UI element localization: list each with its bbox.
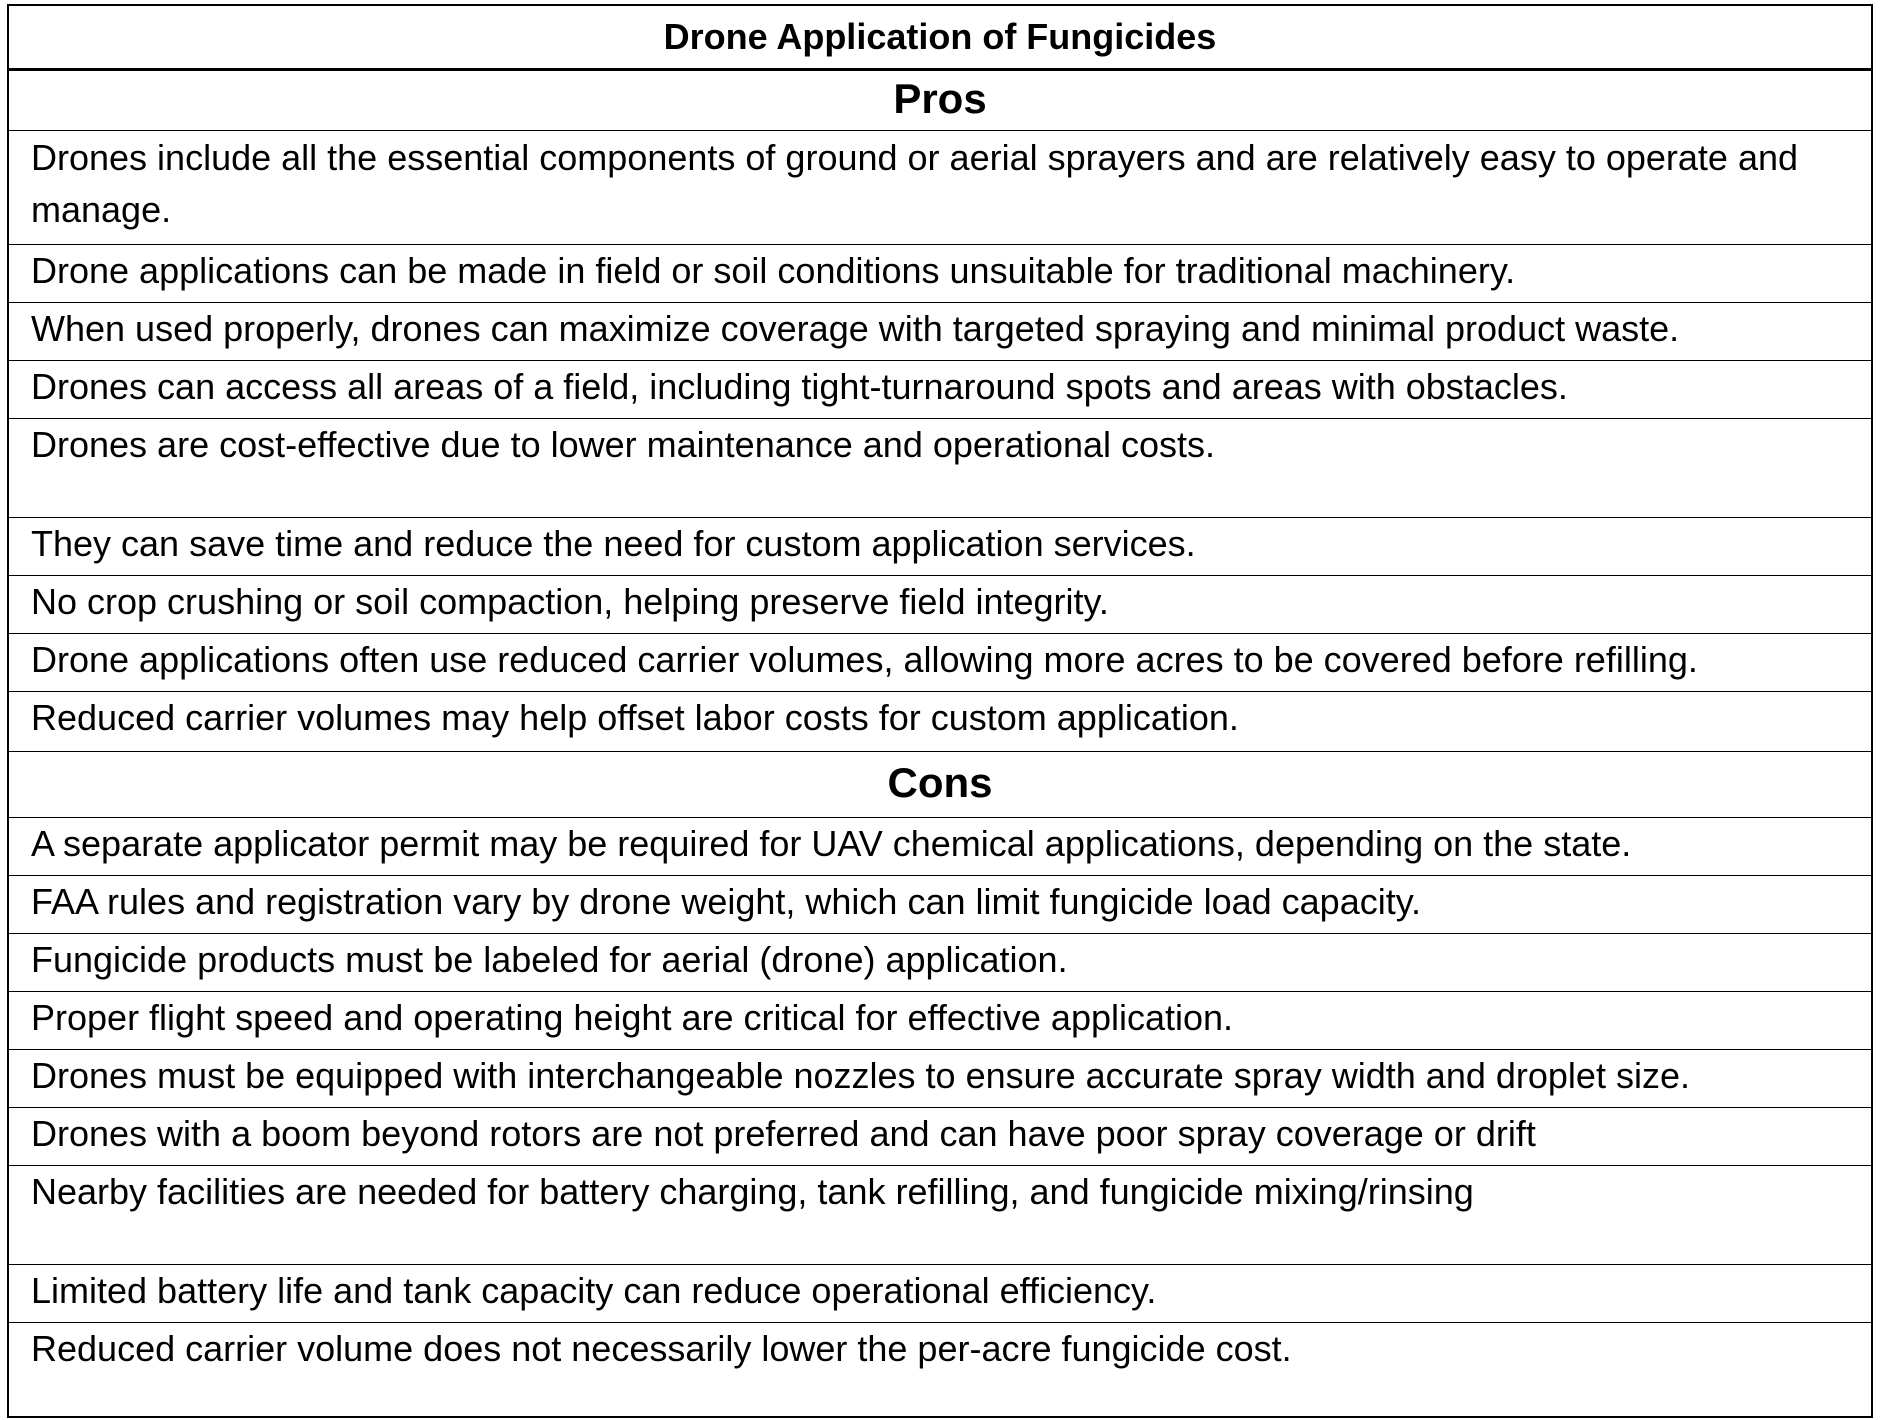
pros-heading: Pros (9, 71, 1871, 131)
cons-row: Limited battery life and tank capacity can reduce operational efficiency. (9, 1265, 1871, 1323)
cons-row: FAA rules and registration vary by drone weight, which can limit fungicide load capacity. (9, 876, 1871, 934)
pros-row: No crop crushing or soil compaction, helping preserve field integrity. (9, 576, 1871, 634)
pros-row: Drone applications often use reduced carrier volumes, allowing more acres to be covered before refilling. (9, 634, 1871, 692)
pros-row: Reduced carrier volumes may help offset labor costs for custom application. (9, 692, 1871, 752)
pros-row: Drones include all the essential components of ground or aerial sprayers and are relatively easy to operate and manage. (9, 131, 1871, 245)
pros-row: Drone applications can be made in field or soil conditions unsuitable for traditional machinery. (9, 245, 1871, 303)
pros-row: When used properly, drones can maximize coverage with targeted spraying and minimal product waste. (9, 303, 1871, 361)
table-title: Drone Application of Fungicides (9, 6, 1871, 71)
cons-row: Proper flight speed and operating height are critical for effective application. (9, 992, 1871, 1050)
pros-row: Drones are cost-effective due to lower maintenance and operational costs. (9, 419, 1871, 518)
cons-row: Reduced carrier volume does not necessarily lower the per-acre fungicide cost. (31, 1328, 1292, 1369)
cons-row: A separate applicator permit may be required for UAV chemical applications, depending on the state. (9, 818, 1871, 876)
pros-row: They can save time and reduce the need for custom application services. (9, 518, 1871, 576)
pros-cons-table (7, 4, 1873, 1418)
cons-row: Drones must be equipped with interchangeable nozzles to ensure accurate spray width and droplet size. (9, 1050, 1871, 1108)
cons-heading: Cons (9, 752, 1871, 818)
pros-row: Drones can access all areas of a field, including tight-turnaround spots and areas with obstacles. (9, 361, 1871, 419)
cons-row: Nearby facilities are needed for battery charging, tank refilling, and fungicide mixing/rinsing (9, 1166, 1871, 1265)
cons-row: Drones with a boom beyond rotors are not preferred and can have poor spray coverage or drift (9, 1108, 1871, 1166)
cons-row: Fungicide products must be labeled for aerial (drone) application. (9, 934, 1871, 992)
